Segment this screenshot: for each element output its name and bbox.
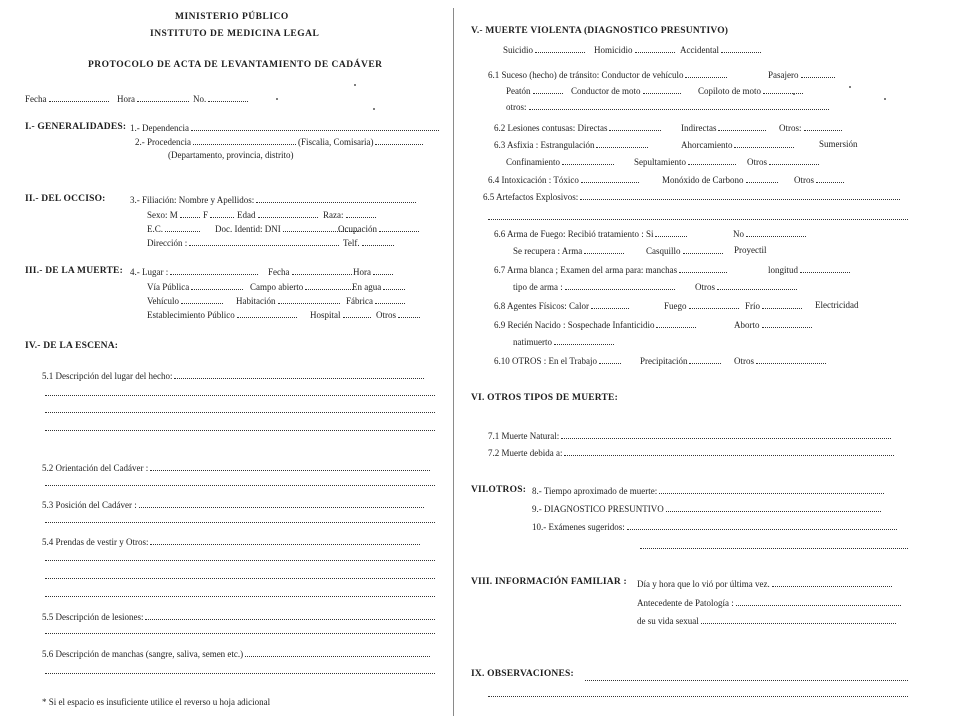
footnote: * Si el espacio es insuficiente utilice el reverso u hoja adicional	[42, 697, 271, 707]
antecedente-field[interactable]: Antecedente de Patología :	[637, 597, 901, 609]
infanticidio-field[interactable]: 6.9 Recién Nacido : Sospechade Infanticidio	[494, 319, 696, 331]
arma-blanca-manchas-field[interactable]: 6.7 Arma blanca ; Examen del arma para: manchas	[494, 264, 727, 276]
explosivos-line[interactable]	[488, 219, 908, 220]
campo-abierto-field[interactable]: Campo abierto	[250, 281, 353, 293]
precipitacion-field[interactable]: Precipitación	[640, 355, 721, 367]
arma-fuego-no-field[interactable]: No	[733, 228, 806, 240]
fuego-field[interactable]: Fuego	[664, 300, 739, 312]
descripcion-lugar-field[interactable]: 5.1 Descripción del lugar del hecho:	[42, 370, 424, 382]
longitud-field[interactable]: longitud	[768, 264, 850, 276]
hora-field[interactable]: Hora	[117, 93, 189, 105]
descripcion-lugar-line[interactable]	[45, 412, 435, 413]
vida-sexual-field[interactable]: de su vida sexual	[637, 615, 896, 627]
orientacion-line[interactable]	[45, 485, 435, 486]
scan-speck	[373, 108, 375, 110]
direccion-field[interactable]: Dirección :	[147, 237, 339, 249]
procedencia-note: (Departamento, provincia, distrito)	[168, 150, 294, 160]
muerte-natural-field[interactable]: 7.1 Muerte Natural:	[488, 430, 891, 442]
dependencia-field[interactable]: 1.- Dependencia	[130, 122, 439, 134]
proyectil-field[interactable]: Proyectil	[734, 245, 767, 255]
otros-trabajo-field[interactable]: 6.10 OTROS : En el Trabajo	[494, 355, 621, 367]
section-muerte-violenta-title: V.- MUERTE VIOLENTA (DIAGNOSTICO PRESUNTIVO)	[471, 26, 729, 36]
procedencia-field[interactable]: 2.- Procedencia (Fiscalia, Comisaria)	[135, 136, 423, 148]
frio-field[interactable]: Frío	[745, 300, 802, 312]
lesiones-line[interactable]	[45, 633, 435, 634]
posicion-line[interactable]	[45, 522, 435, 523]
sexo-f-field[interactable]: F	[203, 209, 234, 221]
dni-field[interactable]: Doc. Identid: DNI	[215, 223, 358, 235]
scan-speck	[276, 98, 278, 100]
habitacion-field[interactable]: Habitación	[236, 295, 340, 307]
page-divider	[453, 8, 454, 716]
edad-field[interactable]: Edad	[237, 209, 318, 221]
suicidio-field[interactable]: Suicidio	[503, 44, 585, 56]
otros-lugar-field[interactable]: Otros	[376, 309, 420, 321]
lesiones-otros-field[interactable]: Otros:	[779, 122, 842, 134]
intoxicacion-otros-field[interactable]: Otros	[794, 174, 844, 186]
vehiculo-field[interactable]: Vehículo	[147, 295, 223, 307]
descripcion-lugar-line[interactable]	[45, 395, 435, 396]
lesiones-indirectas-field[interactable]: Indirectas	[681, 122, 766, 134]
electricidad-label[interactable]: Electricidad	[815, 300, 859, 310]
explosivos-field[interactable]: 6.5 Artefactos Explosivos:	[483, 191, 900, 203]
hora-muerte-field[interactable]: Hora	[353, 266, 393, 278]
ultima-vez-field[interactable]: Día y hora que lo vió por última vez.	[637, 578, 892, 590]
sexo-m-field[interactable]: Sexo: M	[147, 209, 200, 221]
sepultamiento-field[interactable]: Sepultamiento	[634, 156, 736, 168]
telefono-field[interactable]: Telf.	[343, 237, 394, 249]
section-escena-title: IV.- DE LA ESCENA:	[25, 341, 119, 351]
arma-blanca-otros-field[interactable]: Otros	[695, 281, 797, 293]
numero-field[interactable]: No.	[193, 93, 248, 105]
section-occiso-title: II.- DEL OCCISO:	[25, 194, 106, 204]
sumersion-label[interactable]: Sumersión	[819, 139, 858, 149]
casquillo-field[interactable]: Casquillo	[646, 245, 723, 257]
ministry-title: MINISTERIO PÚBLICO	[175, 12, 289, 22]
monoxido-field[interactable]: Monóxido de Carbono	[662, 174, 778, 186]
accidental-field[interactable]: Accidental	[680, 44, 761, 56]
institute-title: INSTITUTO DE MEDICINA LEGAL	[150, 29, 320, 39]
lesiones-field[interactable]: 5.5 Descripción de lesiones:	[42, 611, 435, 623]
descripcion-lugar-line[interactable]	[45, 430, 435, 431]
transito-conductor-field[interactable]: 6.1 Suceso (hecho) de tránsito: Conductor de vehículo	[488, 69, 727, 81]
agentes-calor-field[interactable]: 6.8 Agentes Físicos: Calor	[494, 300, 629, 312]
scan-speck	[354, 84, 356, 86]
establecimiento-field[interactable]: Establecimiento Público	[147, 309, 297, 321]
scan-speck	[793, 93, 795, 95]
natimuerto-field[interactable]: natimuerto	[513, 336, 614, 348]
posicion-field[interactable]: 5.3 Posición del Cadáver :	[42, 499, 424, 511]
estado-civil-field[interactable]: E.C.	[147, 223, 200, 235]
en-agua-field[interactable]: En agua	[352, 281, 405, 293]
tiempo-muerte-field[interactable]: 8.- Tiempo aproximado de muerte:	[532, 485, 884, 497]
otros-610-field[interactable]: Otros	[734, 355, 826, 367]
form-title: PROTOCOLO DE ACTA DE LEVANTAMIENTO DE CADÁVER	[88, 60, 383, 70]
examenes-line[interactable]	[640, 548, 908, 549]
prendas-line[interactable]	[45, 596, 435, 597]
section-muerte-title: III.- DE LA MUERTE:	[25, 266, 123, 276]
homicidio-field[interactable]: Homicidio	[594, 44, 675, 56]
lesiones-directas-field[interactable]: 6.2 Lesiones contusas: Directas	[494, 122, 661, 134]
transito-otros-field[interactable]: otros:	[506, 101, 829, 113]
conductor-moto-field[interactable]: Conductor de moto	[571, 85, 681, 97]
observaciones-line[interactable]	[488, 696, 908, 697]
aborto-field[interactable]: Aborto	[734, 319, 812, 331]
intoxicacion-toxico-field[interactable]: 6.4 Intoxicación : Tóxico	[488, 174, 639, 186]
muerte-debida-field[interactable]: 7.2 Muerte debida a:	[488, 447, 894, 459]
asfixia-otros-field[interactable]: Otros	[747, 156, 819, 168]
copiloto-moto-field[interactable]: Copiloto de moto	[698, 85, 803, 97]
section-otros-title: VII.OTROS:	[471, 485, 527, 495]
fabrica-field[interactable]: Fábrica	[346, 295, 405, 307]
manchas-field[interactable]: 5.6 Descripción de manchas (sangre, saliva, semen etc.)	[42, 648, 430, 660]
prendas-field[interactable]: 5.4 Prendas de vestir y Otros:	[42, 536, 420, 548]
prendas-line[interactable]	[45, 578, 435, 579]
section-informacion-familiar-title: VIII. INFORMACIÓN FAMILIAR :	[471, 577, 627, 587]
tipo-arma-field[interactable]: tipo de arma :	[513, 281, 675, 293]
hospital-field[interactable]: Hospital	[310, 309, 371, 321]
ocupacion-field[interactable]: Ocupación	[338, 223, 419, 235]
scan-speck	[884, 98, 886, 100]
orientacion-field[interactable]: 5.2 Orientación del Cadáver :	[42, 462, 430, 474]
asfixia-estrangulacion-field[interactable]: 6.3 Asfixia : Estrangulación	[494, 139, 648, 151]
observaciones-line[interactable]	[585, 680, 908, 681]
peaton-field[interactable]: Peatón	[506, 85, 563, 97]
section-otros-tipos-title: VI. OTROS TIPOS DE MUERTE:	[471, 393, 618, 403]
ahorcamiento-field[interactable]: Ahorcamiento	[681, 139, 794, 151]
prendas-line[interactable]	[45, 560, 435, 561]
diagnostico-presuntivo-field[interactable]: 9.- DIAGNOSTICO PRESUNTIVO	[532, 503, 881, 515]
pasajero-field[interactable]: Pasajero	[768, 69, 835, 81]
scan-speck	[849, 86, 851, 88]
raza-field[interactable]: Raza:	[323, 209, 376, 221]
section-generalidades-title: I.- GENERALIDADES:	[25, 122, 127, 132]
confinamiento-field[interactable]: Confinamiento	[506, 156, 614, 168]
manchas-line[interactable]	[45, 673, 435, 674]
via-publica-field[interactable]: Vía Pública	[147, 281, 243, 293]
arma-fuego-si-field[interactable]: 6.6 Arma de Fuego: Recibió tratamiento : Si	[494, 228, 687, 240]
lugar-field[interactable]: 4.- Lugar :	[130, 266, 258, 278]
examenes-field[interactable]: 10.- Exámenes sugeridos:	[532, 521, 897, 533]
section-observaciones-title: IX. OBSERVACIONES:	[471, 669, 574, 679]
fecha-field[interactable]: Fecha	[25, 93, 109, 105]
nombre-field[interactable]: 3.- Filiación: Nombre y Apellidos:	[130, 194, 416, 206]
recupera-arma-field[interactable]: Se recupera : Arma	[513, 245, 624, 257]
fecha-muerte-field[interactable]: Fecha	[268, 266, 352, 278]
